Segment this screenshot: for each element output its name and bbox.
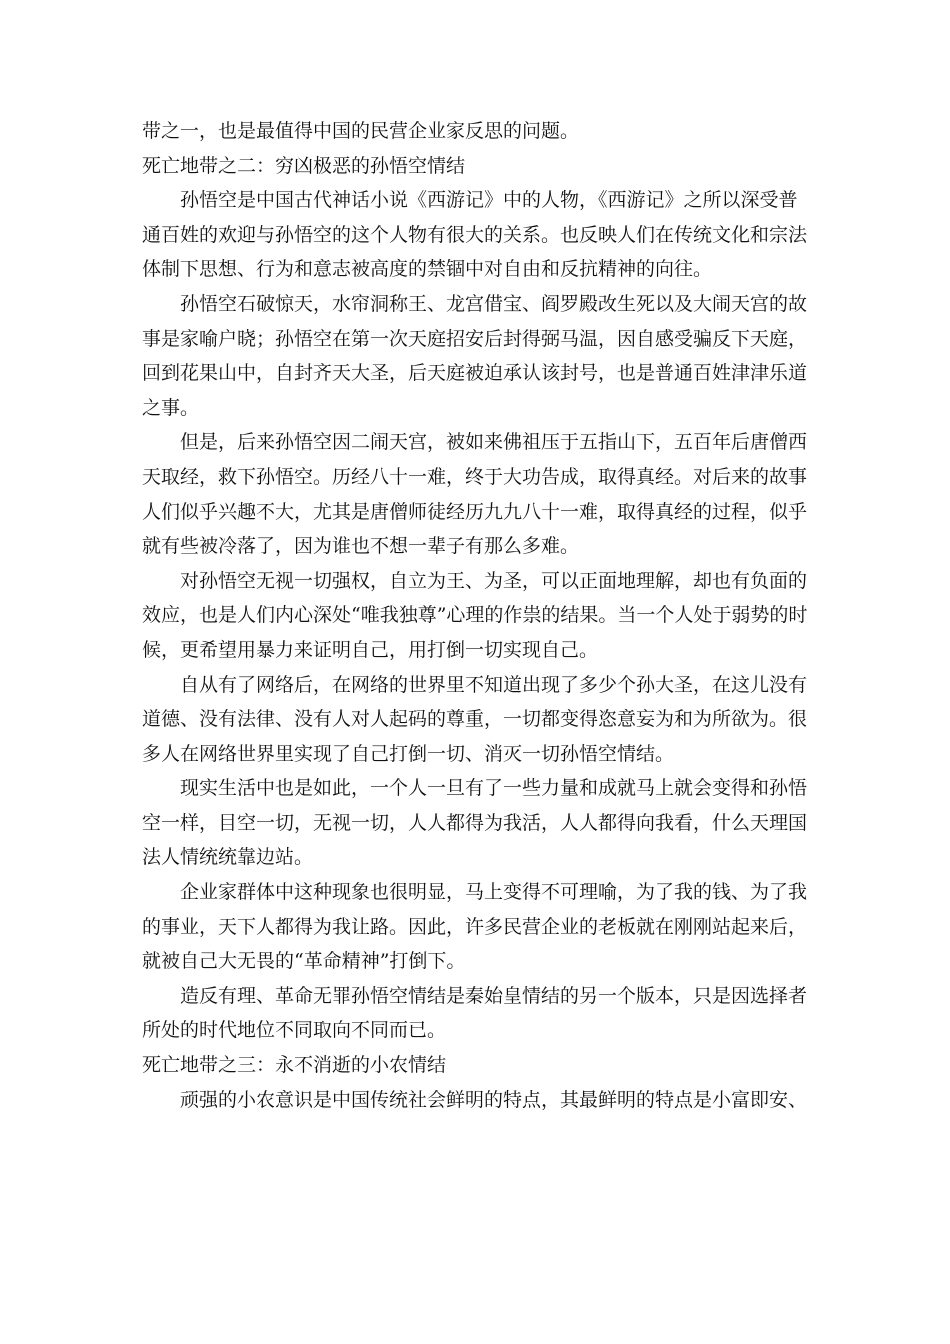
paragraph: 造反有理、革命无罪孙悟空情结是秦始皇情结的另一个版本，只是因选择者所处的时代地位不同取向不同而已。 xyxy=(142,984,808,1042)
section-heading-2: 死亡地带之二：穷凶极恶的孙悟空情结 xyxy=(142,154,466,177)
section-heading-3: 死亡地带之三：永不消逝的小农情结 xyxy=(142,1054,447,1077)
paragraph: 孙悟空是中国古代神话小说《西游记》中的人物，《西游记》之所以深受普通百姓的欢迎与孙悟空的这个人物有很大的关系。也反映人们在传统文化和宗法体制下思想、行为和意志被高度的禁锢中对自由和反抗精神的向往。 xyxy=(142,189,808,281)
paragraph: 企业家群体中这种现象也很明显，马上变得不可理喻，为了我的钱、为了我的事业，天下人都得为我让路。因此，许多民营企业的老板就在刚刚站起来后，就被自己大无畏的“革命精神”打倒下。 xyxy=(142,881,808,973)
document-body xyxy=(142,114,808,1117)
paragraph: 自从有了网络后，在网络的世界里不知道出现了多少个孙大圣，在这儿没有道德、没有法律、没有人对人起码的尊重，一切都变得恣意妄为和为所欲为。很多人在网络世界里实现了自己打倒一切、消灭一切孙悟空情结。 xyxy=(142,673,808,765)
paragraph: 顽强的小农意识是中国传统社会鲜明的特点，其最鲜明的特点是小富即安、 xyxy=(180,1088,808,1111)
paragraph: 孙悟空石破惊天，水帘洞称王、龙宫借宝、阎罗殿改生死以及大闹天宫的故事是家喻户晓；孙悟空在第一次天庭招安后封得弼马温，因自感受骗反下天庭，回到花果山中，自封齐天大圣，后天庭被迫承认该封号，也是普通百姓津津乐道之事。 xyxy=(142,292,808,419)
paragraph: 现实生活中也是如此，一个人一旦有了一些力量和成就马上就会变得和孙悟空一样，目空一切，无视一切，人人都得为我活，人人都得向我看，什么天理国法人情统统靠边站。 xyxy=(142,777,808,869)
paragraph: 但是，后来孙悟空因二闹天宫，被如来佛祖压于五指山下，五百年后唐僧西天取经，救下孙悟空。历经八十一难，终于大功告成，取得真经。对后来的故事人们似乎兴趣不大，尤其是唐僧师徒经历九九八十一难，取得真经的过程，似乎就有些被冷落了，因为谁也不想一辈子有那么多难。 xyxy=(142,431,808,558)
paragraph: 对孙悟空无视一切强权，自立为王、为圣，可以正面地理解，却也有负面的效应，也是人们内心深处“唯我独尊”心理的作祟的结果。当一个人处于弱势的时候，更希望用暴力来证明自己，用打倒一切实现自己。 xyxy=(142,569,808,661)
continuation-text: 带之一，也是最值得中国的民营企业家反思的问题。 xyxy=(142,120,580,142)
